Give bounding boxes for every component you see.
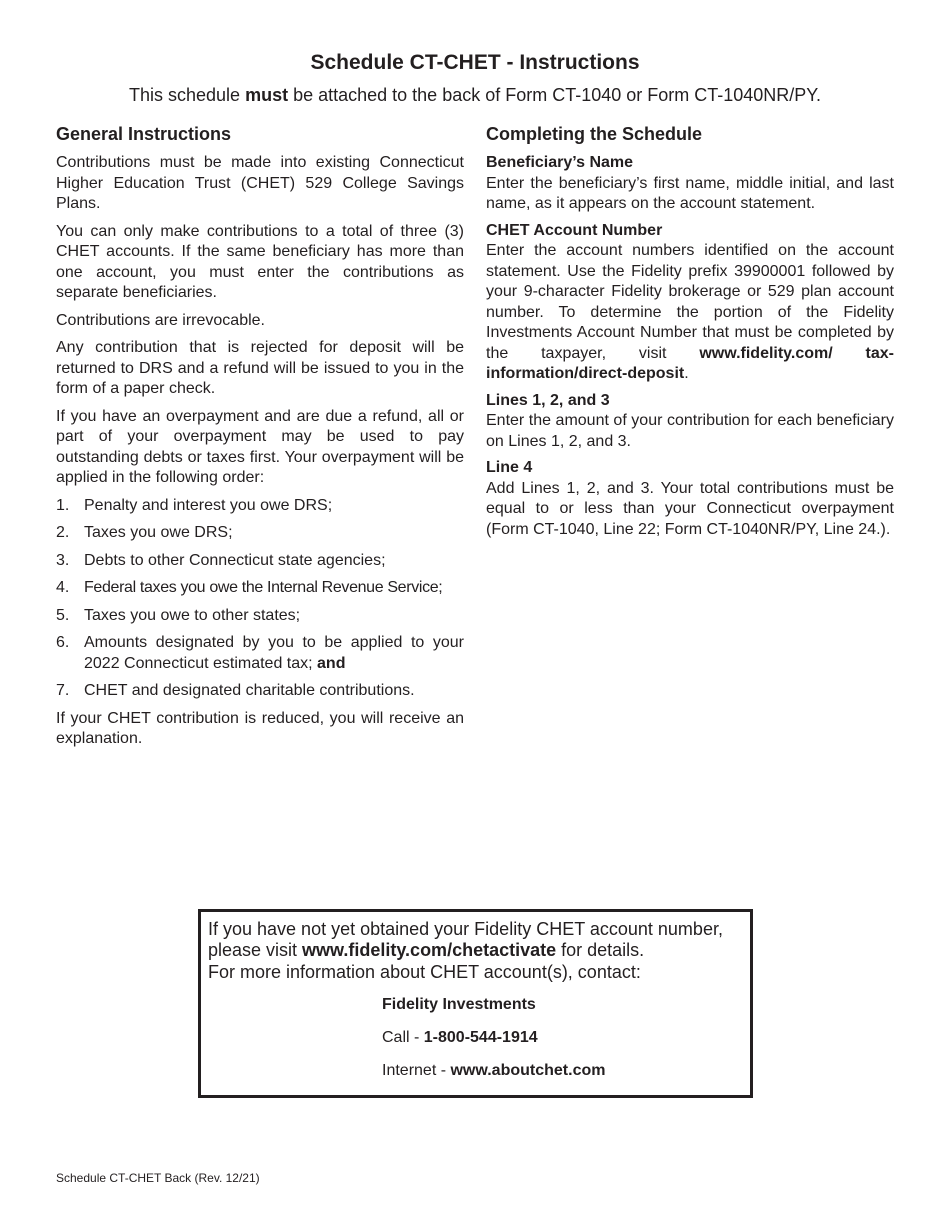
beneficiary-name-heading: Beneficiary’s Name [486,154,634,171]
list-item-number: 1. [56,496,70,514]
general-instructions-heading: General Instructions [56,124,232,144]
list-item [56,633,464,674]
list-item-number: 5. [56,606,70,624]
list-item-text: Taxes you owe to other states; [84,606,301,624]
completing-schedule-column [486,122,894,546]
contact-internet [382,1060,605,1082]
chet-account-number-body: Enter the account numbers identified on the account statement. Use the Fidelity prefix 39900001 followed by your 9-character Fidelity brokerage or 529 plan account number. To determine the portion of the Fidelity Investments Account Number that must be completed by the taxpayer, visit [486,242,894,362]
list-item [56,551,464,572]
page-title: Schedule CT-CHET - Instructions [310,51,640,74]
list-item [56,606,464,627]
list-item-number: 6. [56,634,70,651]
contact-organization [382,994,536,1016]
general-instructions-column [56,122,464,757]
box-line-2 [208,940,748,962]
list-item-text: CHET and designated charitable contributions. [84,682,415,699]
aboutchet-link[interactable]: www.aboutchet.com [450,1062,606,1079]
chet-account-number-text [486,241,894,385]
list-item-text: Taxes you owe DRS; [84,524,233,541]
list-item [56,496,464,517]
attachment-notice [0,85,950,106]
contact-phone-number[interactable]: 1-800-544-1914 [423,1029,538,1046]
list-item [56,523,464,544]
list-item-text: Amounts designated by you to be applied to your 2022 Connecticut estimated tax; [84,634,464,672]
list-item-text: Penalty and interest you owe DRS; [84,496,333,514]
list-item-bold: and [317,654,346,672]
chet-account-number-end: . [684,365,689,382]
lines-1-2-3-text: Enter the amount of your contribution for each beneficiary on Lines 1, 2, and 3. [486,412,894,450]
general-paragraph-2: You can only make contributions to a total of three (3) CHET accounts. If the same beneficiary has more than one account, you must enter the contributions as separate beneficiaries. [56,222,464,301]
general-paragraph-1: Contributions must be made into existing Connecticut Higher Education Trust (CHET) 529 College Savings Plans. [56,154,464,212]
box-line-3: For more information about CHET account(s), contact: [208,962,641,982]
lines-1-2-3-heading: Lines 1, 2, and 3 [486,391,610,409]
attachment-notice-pre: This schedule [129,85,246,105]
list-item-number: 3. [56,551,70,569]
list-item-number: 7. [56,682,70,699]
line-4-heading: Line 4 [486,459,533,476]
fidelity-contact-box [198,909,753,1098]
beneficiary-name-text: Enter the beneficiary’s first name, middle initial, and last name, as it appears on the account statement. [486,174,894,212]
list-item [56,681,464,702]
line-4-text: Add Lines 1, 2, and 3. Your total contributions must be equal to or less than your Connecticut overpayment (Form CT-1040, Line 22; Form CT-1040NR/PY, Line 24.). [486,479,894,538]
chet-account-number-heading: CHET Account Number [486,221,663,239]
form-footer: Schedule CT-CHET Back (Rev. 12/21) [56,1171,260,1185]
contact-organization-name: Fidelity Investments [382,996,536,1013]
box-line-2-pre: please visit [208,940,303,960]
direct-deposit-link[interactable]: www.fidelity.com/ tax-information/direct-deposit [486,344,894,382]
attachment-notice-must: must [245,85,289,105]
general-paragraph-4: Any contribution that is rejected for deposit will be returned to DRS and a refund will be issued to you in the form of a paper check. [56,339,464,397]
general-paragraph-3: Contributions are irrevocable. [56,311,265,329]
overpayment-order-list [56,496,464,702]
list-item-text: Federal taxes you owe the Internal Revenue Service; [84,579,443,596]
box-line-1: If you have not yet obtained your Fidelity CHET account number, [208,919,723,939]
list-item-number: 2. [56,524,70,541]
completing-schedule-heading: Completing the Schedule [486,124,703,144]
chetactivate-link[interactable]: www.fidelity.com/chetactivate [302,940,557,960]
list-item-number: 4. [56,579,70,596]
list-item [56,578,464,599]
list-item-text: Debts to other Connecticut state agencies; [84,551,386,569]
box-line-2-post: for details. [556,940,645,960]
contact-phone-label: Call - [382,1029,424,1046]
general-paragraph-6: If your CHET contribution is reduced, you will receive an explanation. [56,709,464,747]
general-paragraph-5: If you have an overpayment and are due a refund, all or part of your overpayment may be used to pay outstanding debts or taxes first. Your overpayment will be applied in the following order: [56,407,464,486]
attachment-notice-post: be attached to the back of Form CT-1040 or Form CT-1040NR/PY. [288,85,821,105]
contact-internet-label: Internet - [382,1062,451,1079]
contact-phone [382,1027,538,1049]
